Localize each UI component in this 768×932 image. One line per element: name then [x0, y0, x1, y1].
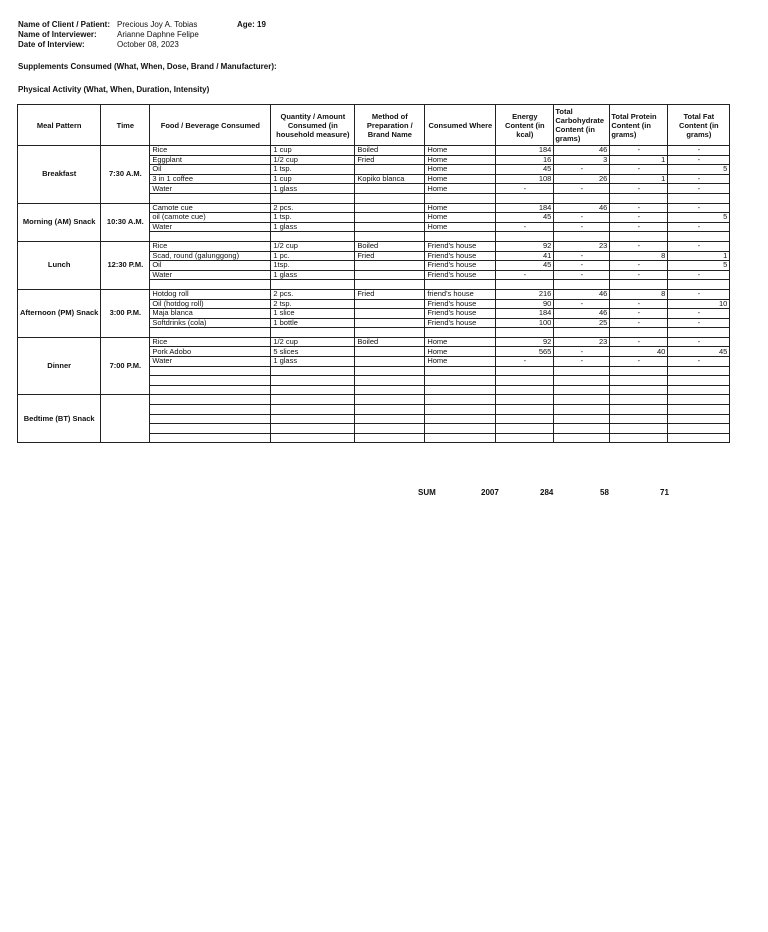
protein-cell: [610, 280, 668, 290]
energy-cell: 216: [496, 289, 554, 299]
method-cell: Boiled: [355, 146, 425, 156]
food-cell: oil (camote cue): [150, 213, 271, 223]
meal-pattern-cell: Bedtime (BT) Snack: [18, 395, 101, 443]
fat-cell: -: [668, 222, 730, 232]
method-cell: [355, 261, 425, 271]
fat-cell: [668, 280, 730, 290]
where-cell: Friend's house: [425, 261, 496, 271]
fat-cell: 5: [668, 165, 730, 175]
energy-cell: [496, 232, 554, 242]
quantity-cell: [271, 232, 355, 242]
food-cell: Eggplant: [150, 155, 271, 165]
food-cell: Water: [150, 357, 271, 367]
energy-cell: 184: [496, 203, 554, 213]
method-cell: [355, 184, 425, 194]
protein-cell: [610, 424, 668, 434]
table-row: [18, 203, 730, 213]
protein-cell: -: [610, 146, 668, 156]
energy-cell: -: [496, 184, 554, 194]
quantity-cell: [271, 395, 355, 405]
carbohydrate-cell: [554, 232, 610, 242]
col-quantity: Quantity / Amount Consumed (in household measure): [271, 105, 355, 146]
carbohydrate-cell: [554, 376, 610, 386]
meal-time-cell: 7:30 A.M.: [101, 146, 150, 204]
col-time: Time: [101, 105, 150, 146]
food-record-table: [17, 104, 730, 443]
carbohydrate-cell: [554, 193, 610, 203]
energy-cell: -: [496, 222, 554, 232]
meal-time-cell: 10:30 A.M.: [101, 203, 150, 241]
fat-cell: 10: [668, 299, 730, 309]
where-cell: Home: [425, 337, 496, 347]
quantity-cell: 5 slices: [271, 347, 355, 357]
quantity-cell: 1 slice: [271, 309, 355, 319]
energy-cell: [496, 414, 554, 424]
food-cell: Scad, round (galunggong): [150, 251, 271, 261]
quantity-cell: [271, 424, 355, 434]
quantity-cell: [271, 366, 355, 376]
carbohydrate-cell: 46: [554, 146, 610, 156]
food-cell: Water: [150, 184, 271, 194]
col-fat: Total Fat Content (in grams): [668, 105, 730, 146]
fat-cell: [668, 193, 730, 203]
energy-cell: [496, 395, 554, 405]
quantity-cell: [271, 328, 355, 338]
food-cell: [150, 376, 271, 386]
carbohydrate-cell: [554, 366, 610, 376]
where-cell: [425, 405, 496, 415]
where-cell: [425, 366, 496, 376]
method-cell: [355, 165, 425, 175]
method-cell: [355, 203, 425, 213]
protein-cell: [610, 414, 668, 424]
protein-cell: -: [610, 203, 668, 213]
where-cell: Home: [425, 184, 496, 194]
carbohydrate-cell: 46: [554, 309, 610, 319]
where-cell: Home: [425, 155, 496, 165]
where-cell: [425, 433, 496, 443]
food-cell: Rice: [150, 241, 271, 251]
fat-cell: [668, 232, 730, 242]
carbohydrate-cell: -: [554, 165, 610, 175]
where-cell: Home: [425, 213, 496, 223]
method-cell: [355, 414, 425, 424]
food-cell: Maja blanca: [150, 309, 271, 319]
protein-cell: 1: [610, 174, 668, 184]
fat-cell: -: [668, 309, 730, 319]
protein-cell: -: [610, 165, 668, 175]
client-value: Precious Joy A. Tobias: [117, 20, 198, 29]
food-cell: [150, 405, 271, 415]
energy-cell: 45: [496, 165, 554, 175]
quantity-cell: 2 tsp.: [271, 299, 355, 309]
quantity-cell: [271, 405, 355, 415]
fat-cell: [668, 433, 730, 443]
carbohydrate-cell: -: [554, 251, 610, 261]
table-row: [18, 337, 730, 347]
food-cell: Oil: [150, 165, 271, 175]
quantity-cell: 2 pcs.: [271, 203, 355, 213]
carbohydrate-cell: [554, 328, 610, 338]
quantity-cell: 1 tsp.: [271, 213, 355, 223]
quantity-cell: 1 cup: [271, 146, 355, 156]
energy-cell: [496, 328, 554, 338]
quantity-cell: 1/2 cup: [271, 241, 355, 251]
method-cell: [355, 328, 425, 338]
where-cell: Home: [425, 146, 496, 156]
protein-cell: [610, 232, 668, 242]
fat-cell: [668, 395, 730, 405]
food-cell: Water: [150, 270, 271, 280]
protein-cell: 40: [610, 347, 668, 357]
method-cell: [355, 424, 425, 434]
meal-time-cell: 12:30 P.M.: [101, 241, 150, 289]
client-label: Name of Client / Patient:: [18, 20, 111, 29]
method-cell: Kopiko blanca: [355, 174, 425, 184]
energy-cell: 45: [496, 213, 554, 223]
method-cell: Fried: [355, 251, 425, 261]
method-cell: [355, 299, 425, 309]
carbohydrate-cell: -: [554, 222, 610, 232]
carbohydrate-cell: [554, 280, 610, 290]
where-cell: [425, 424, 496, 434]
method-cell: [355, 405, 425, 415]
carbohydrate-cell: -: [554, 184, 610, 194]
method-cell: [355, 433, 425, 443]
fat-cell: [668, 366, 730, 376]
method-cell: [355, 318, 425, 328]
quantity-cell: 1tsp.: [271, 261, 355, 271]
age-value: Age: 19: [237, 20, 266, 29]
carbohydrate-cell: 25: [554, 318, 610, 328]
table-row: [18, 395, 730, 405]
energy-cell: 92: [496, 337, 554, 347]
carbohydrate-cell: [554, 414, 610, 424]
carbohydrate-cell: 23: [554, 241, 610, 251]
quantity-cell: 2 pcs.: [271, 289, 355, 299]
where-cell: [425, 414, 496, 424]
fat-cell: [668, 328, 730, 338]
protein-cell: -: [610, 184, 668, 194]
food-cell: [150, 193, 271, 203]
protein-cell: 8: [610, 289, 668, 299]
fat-cell: 5: [668, 213, 730, 223]
protein-cell: [610, 376, 668, 386]
date-label: Date of Interview:: [18, 40, 85, 49]
col-meal-pattern: Meal Pattern: [18, 105, 101, 146]
fat-cell: -: [668, 318, 730, 328]
energy-cell: [496, 366, 554, 376]
quantity-cell: 1 tsp.: [271, 165, 355, 175]
where-cell: [425, 193, 496, 203]
protein-cell: [610, 385, 668, 395]
fat-cell: -: [668, 337, 730, 347]
where-cell: Friend's house: [425, 251, 496, 261]
method-cell: Boiled: [355, 337, 425, 347]
carbohydrate-cell: -: [554, 299, 610, 309]
protein-cell: -: [610, 299, 668, 309]
carbohydrate-cell: 46: [554, 289, 610, 299]
energy-cell: 45: [496, 261, 554, 271]
carbohydrate-cell: 23: [554, 337, 610, 347]
table-row: [18, 146, 730, 156]
energy-cell: [496, 280, 554, 290]
food-cell: Rice: [150, 337, 271, 347]
protein-cell: -: [610, 261, 668, 271]
energy-cell: 565: [496, 347, 554, 357]
meal-pattern-cell: Morning (AM) Snack: [18, 203, 101, 241]
sum-label: SUM: [418, 488, 436, 497]
food-cell: Water: [150, 222, 271, 232]
method-cell: [355, 280, 425, 290]
quantity-cell: [271, 193, 355, 203]
where-cell: Home: [425, 174, 496, 184]
energy-cell: [496, 376, 554, 386]
food-cell: Oil: [150, 261, 271, 271]
carbohydrate-cell: -: [554, 357, 610, 367]
fat-cell: [668, 376, 730, 386]
col-where: Consumed Where: [425, 105, 496, 146]
carbohydrate-cell: [554, 395, 610, 405]
col-carbohydrate: Total Carbohydrate Content (in grams): [554, 105, 610, 146]
food-cell: Hotdog roll: [150, 289, 271, 299]
carbohydrate-cell: [554, 405, 610, 415]
quantity-cell: 1 glass: [271, 357, 355, 367]
sum-protein: 58: [600, 488, 609, 497]
meal-pattern-cell: Afternoon (PM) Snack: [18, 289, 101, 337]
protein-cell: [610, 193, 668, 203]
food-cell: Softdrinks (cola): [150, 318, 271, 328]
food-cell: Camote cue: [150, 203, 271, 213]
energy-cell: [496, 405, 554, 415]
fat-cell: 45: [668, 347, 730, 357]
energy-cell: [496, 424, 554, 434]
where-cell: Home: [425, 357, 496, 367]
interview-header: [18, 20, 266, 50]
method-cell: [355, 395, 425, 405]
quantity-cell: [271, 385, 355, 395]
fat-cell: -: [668, 270, 730, 280]
fat-cell: [668, 424, 730, 434]
quantity-cell: [271, 433, 355, 443]
method-cell: Fried: [355, 155, 425, 165]
protein-cell: -: [610, 270, 668, 280]
carbohydrate-cell: [554, 385, 610, 395]
method-cell: [355, 309, 425, 319]
energy-cell: 92: [496, 241, 554, 251]
food-cell: 3 in 1 coffee: [150, 174, 271, 184]
energy-cell: -: [496, 270, 554, 280]
col-method: Method of Preparation / Brand Name: [355, 105, 425, 146]
carbohydrate-cell: [554, 424, 610, 434]
where-cell: [425, 385, 496, 395]
carbohydrate-cell: 3: [554, 155, 610, 165]
food-cell: [150, 395, 271, 405]
col-food: Food / Beverage Consumed: [150, 105, 271, 146]
fat-cell: -: [668, 155, 730, 165]
sum-carbohydrate: 284: [540, 488, 554, 497]
protein-cell: -: [610, 222, 668, 232]
protein-cell: [610, 405, 668, 415]
where-cell: Home: [425, 165, 496, 175]
carbohydrate-cell: -: [554, 213, 610, 223]
interviewer-value: Arianne Daphne Felipe: [117, 30, 199, 39]
protein-cell: -: [610, 337, 668, 347]
protein-cell: -: [610, 213, 668, 223]
protein-cell: [610, 395, 668, 405]
energy-cell: 90: [496, 299, 554, 309]
protein-cell: [610, 328, 668, 338]
quantity-cell: 1 glass: [271, 184, 355, 194]
energy-cell: [496, 385, 554, 395]
where-cell: Friend's house: [425, 309, 496, 319]
food-cell: [150, 433, 271, 443]
energy-cell: 16: [496, 155, 554, 165]
food-cell: [150, 385, 271, 395]
where-cell: [425, 395, 496, 405]
protein-cell: [610, 433, 668, 443]
meal-pattern-cell: Dinner: [18, 337, 101, 395]
fat-cell: -: [668, 203, 730, 213]
method-cell: Boiled: [355, 241, 425, 251]
protein-cell: -: [610, 357, 668, 367]
food-cell: Oil (hotdog roll): [150, 299, 271, 309]
quantity-cell: [271, 376, 355, 386]
method-cell: [355, 232, 425, 242]
meal-pattern-cell: Breakfast: [18, 146, 101, 204]
fat-cell: -: [668, 184, 730, 194]
quantity-cell: 1 glass: [271, 222, 355, 232]
carbohydrate-cell: 46: [554, 203, 610, 213]
method-cell: [355, 213, 425, 223]
protein-cell: 8: [610, 251, 668, 261]
fat-cell: [668, 405, 730, 415]
where-cell: [425, 376, 496, 386]
method-cell: [355, 347, 425, 357]
fat-cell: -: [668, 146, 730, 156]
energy-cell: [496, 193, 554, 203]
supplements-heading: Supplements Consumed (What, When, Dose, Brand / Manufacturer):: [18, 62, 277, 71]
energy-cell: 41: [496, 251, 554, 261]
fat-cell: 5: [668, 261, 730, 271]
where-cell: friend's house: [425, 289, 496, 299]
table-row: [18, 241, 730, 251]
where-cell: Friend's house: [425, 241, 496, 251]
fat-cell: -: [668, 289, 730, 299]
food-cell: [150, 424, 271, 434]
quantity-cell: [271, 280, 355, 290]
fat-cell: -: [668, 241, 730, 251]
where-cell: Friend's house: [425, 270, 496, 280]
method-cell: [355, 193, 425, 203]
carbohydrate-cell: [554, 433, 610, 443]
food-cell: [150, 414, 271, 424]
protein-cell: -: [610, 241, 668, 251]
col-protein: Total Protein Content (in grams): [610, 105, 668, 146]
quantity-cell: 1 glass: [271, 270, 355, 280]
method-cell: [355, 270, 425, 280]
quantity-cell: [271, 414, 355, 424]
food-cell: [150, 366, 271, 376]
fat-cell: 1: [668, 251, 730, 261]
where-cell: Friend's house: [425, 318, 496, 328]
col-energy: Energy Content (in kcal): [496, 105, 554, 146]
food-cell: [150, 328, 271, 338]
food-cell: Pork Adobo: [150, 347, 271, 357]
method-cell: [355, 385, 425, 395]
meal-time-cell: 7:00 P.M.: [101, 337, 150, 395]
protein-cell: 1: [610, 155, 668, 165]
carbohydrate-cell: -: [554, 261, 610, 271]
where-cell: [425, 328, 496, 338]
energy-cell: 108: [496, 174, 554, 184]
carbohydrate-cell: -: [554, 270, 610, 280]
table-header-row: [18, 105, 730, 146]
food-cell: [150, 280, 271, 290]
energy-cell: [496, 433, 554, 443]
quantity-cell: 1 bottle: [271, 318, 355, 328]
energy-cell: -: [496, 357, 554, 367]
where-cell: Home: [425, 222, 496, 232]
meal-time-cell: 3:00 P.M.: [101, 289, 150, 337]
quantity-cell: 1/2 cup: [271, 155, 355, 165]
protein-cell: [610, 366, 668, 376]
meal-pattern-cell: Lunch: [18, 241, 101, 289]
where-cell: [425, 280, 496, 290]
quantity-cell: 1 cup: [271, 174, 355, 184]
where-cell: Home: [425, 203, 496, 213]
carbohydrate-cell: 26: [554, 174, 610, 184]
sum-energy: 2007: [481, 488, 499, 497]
fat-cell: -: [668, 174, 730, 184]
food-cell: Rice: [150, 146, 271, 156]
fat-cell: [668, 414, 730, 424]
meal-time-cell: [101, 395, 150, 443]
energy-cell: 184: [496, 309, 554, 319]
carbohydrate-cell: -: [554, 347, 610, 357]
energy-cell: 184: [496, 146, 554, 156]
method-cell: [355, 357, 425, 367]
method-cell: [355, 376, 425, 386]
quantity-cell: 1/2 cup: [271, 337, 355, 347]
fat-cell: -: [668, 357, 730, 367]
method-cell: [355, 222, 425, 232]
protein-cell: -: [610, 309, 668, 319]
quantity-cell: 1 pc.: [271, 251, 355, 261]
physical-activity-heading: Physical Activity (What, When, Duration, Intensity): [18, 85, 210, 94]
interviewer-label: Name of Interviewer:: [18, 30, 97, 39]
where-cell: Friend's house: [425, 299, 496, 309]
method-cell: [355, 366, 425, 376]
where-cell: [425, 232, 496, 242]
where-cell: Home: [425, 347, 496, 357]
method-cell: Fried: [355, 289, 425, 299]
sum-fat: 71: [660, 488, 669, 497]
date-value: October 08, 2023: [117, 40, 179, 49]
fat-cell: [668, 385, 730, 395]
food-cell: [150, 232, 271, 242]
energy-cell: 100: [496, 318, 554, 328]
table-row: [18, 289, 730, 299]
protein-cell: -: [610, 318, 668, 328]
